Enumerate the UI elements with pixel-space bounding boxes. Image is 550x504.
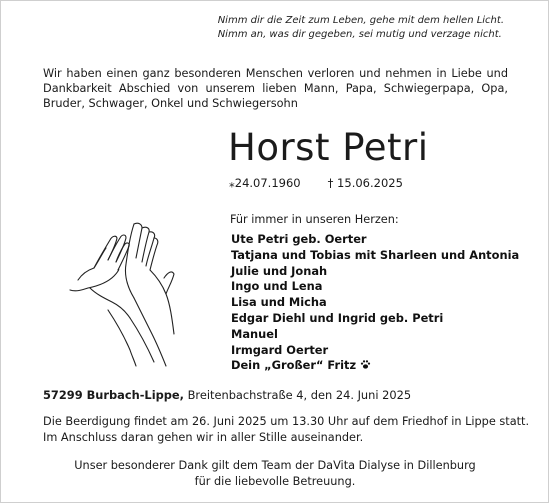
mourner-name-row	[231, 358, 519, 374]
thanks-line: für die liebevolle Betreuung.	[194, 474, 356, 488]
life-dates	[229, 176, 403, 190]
death-date: † 15.06.2025	[327, 176, 403, 190]
mourners-heading: Für immer in unseren Herzen:	[230, 213, 399, 226]
mourner-name: Lisa und Micha	[231, 295, 327, 310]
funeral-info	[43, 414, 529, 445]
address-place: 57299 Burbach-Lippe,	[43, 388, 184, 402]
funeral-line: Im Anschluss daran gehen wir in aller Stille auseinander.	[43, 430, 364, 444]
quote-line: Nimm an, was dir gegeben, sei mutig und verzage nicht.	[217, 29, 502, 40]
address-rest: Breitenbachstraße 4, den 24. Juni 2025	[183, 388, 412, 402]
epigraph-quote	[218, 14, 504, 42]
address-line	[43, 388, 411, 402]
mourner-name: Manuel	[231, 326, 278, 341]
birth-date: ⁎24.07.1960	[229, 176, 301, 190]
mourner-name: Ute Petri geb. Oerter	[231, 232, 367, 246]
praying-hands-illustration	[68, 218, 178, 368]
funeral-line: Die Beerdigung findet am 26. Juni 2025 um 13.30 Uhr auf dem Friedhof in Lippe statt.	[43, 415, 530, 428]
mourner-name: Ingo und Lena	[231, 279, 323, 294]
quote-line: Nimm dir die Zeit zum Leben, gehe mit dem hellen Licht.	[217, 15, 504, 26]
mourners-list	[231, 232, 519, 374]
mourner-name: Edgar Diehl und Ingrid geb. Petri	[231, 310, 444, 325]
intro-text: Wir haben einen ganz besonderen Menschen verloren und nehmen in Liebe und Dankbarkeit Abschied von unserem lieben Mann, Papa, Schwiegerpapa, Opa, Bruder, Schwager, Onkel und Schwiegersohn	[43, 67, 508, 110]
thanks-note	[0, 458, 550, 489]
thanks-line: Unser besonderer Dank gilt dem Team der DaVita Dialyse in Dillenburg	[74, 459, 476, 472]
mourner-name: Tatjana und Tobias mit Sharleen und Antonia	[231, 247, 520, 262]
paw-print-icon	[360, 359, 371, 370]
mourner-name: Irmgard Oerter	[231, 342, 329, 357]
deceased-name: Horst Petri	[228, 126, 429, 169]
mourner-name: Dein „Großer“ Fritz	[231, 358, 357, 373]
mourner-name: Julie und Jonah	[231, 263, 328, 278]
